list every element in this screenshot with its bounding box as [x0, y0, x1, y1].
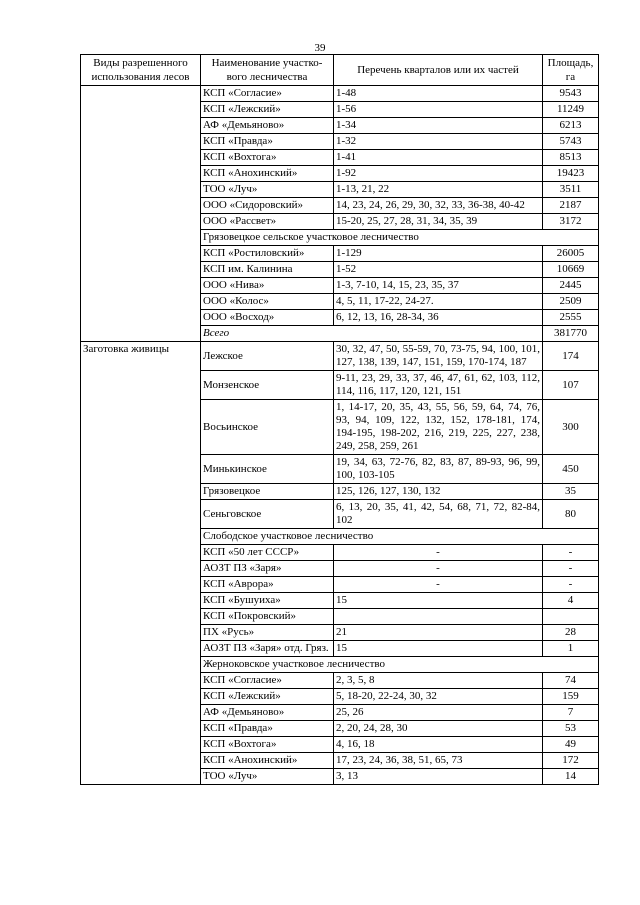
quarters-cell: 1-52 — [334, 262, 543, 278]
area-cell: 6213 — [543, 118, 599, 134]
area-cell: 300 — [543, 400, 599, 455]
quarters-cell: 14, 23, 24, 26, 29, 30, 32, 33, 36-38, 40-42 — [334, 198, 543, 214]
forestry-name-cell: ТОО «Луч» — [201, 769, 334, 785]
quarters-cell: - — [334, 577, 543, 593]
forestry-name-cell: КСП «Лежский» — [201, 689, 334, 705]
area-cell: 53 — [543, 721, 599, 737]
header-use-type: Виды разрешенного использования лесов — [81, 55, 201, 86]
quarters-cell: 1, 14-17, 20, 35, 43, 55, 56, 59, 64, 74, 76, 93, 94, 109, 122, 132, 152, 178-181, 174, 194-195, 198-202, 216, 219, 225, 227, 238, 249, 258, 259, 261 — [334, 400, 543, 455]
section-title-zhernokovskoe: Жерноковское участковое лесничество — [201, 657, 599, 673]
area-cell: 450 — [543, 455, 599, 484]
forestry-name-cell: КСП «Покровский» — [201, 609, 334, 625]
forestry-name-cell: КСП «Анохинский» — [201, 166, 334, 182]
area-cell: 2187 — [543, 198, 599, 214]
quarters-cell: 30, 32, 47, 50, 55-59, 70, 73-75, 94, 100, 101, 127, 138, 139, 147, 151, 159, 170-174, 187 — [334, 342, 543, 371]
quarters-cell: 6, 12, 13, 16, 28-34, 36 — [334, 310, 543, 326]
quarters-cell: 25, 26 — [334, 705, 543, 721]
forestry-name-cell: Монзенское — [201, 371, 334, 400]
use-type-cell: Заготовка живицы — [81, 342, 201, 785]
quarters-cell: 5, 18-20, 22-24, 30, 32 — [334, 689, 543, 705]
area-cell: - — [543, 545, 599, 561]
page-number: 39 — [314, 42, 326, 54]
forestry-name-cell: ООО «Восход» — [201, 310, 334, 326]
area-cell: - — [543, 561, 599, 577]
area-cell: - — [543, 577, 599, 593]
quarters-cell: 6, 13, 20, 35, 41, 42, 54, 68, 71, 72, 82-84, 102 — [334, 500, 543, 529]
forestry-name-cell: Восьинское — [201, 400, 334, 455]
forestry-name-cell: ООО «Колос» — [201, 294, 334, 310]
area-cell: 19423 — [543, 166, 599, 182]
section-title-slobodskoe: Слободское участковое лесничество — [201, 529, 599, 545]
quarters-cell: 125, 126, 127, 130, 132 — [334, 484, 543, 500]
area-cell: 3172 — [543, 214, 599, 230]
quarters-cell: 19, 34, 63, 72-76, 82, 83, 87, 89-93, 96, 99, 100, 103-105 — [334, 455, 543, 484]
use-type-cell-continued — [81, 86, 201, 342]
quarters-cell: 9-11, 23, 29, 33, 37, 46, 47, 61, 62, 103, 112, 114, 116, 117, 120, 121, 151 — [334, 371, 543, 400]
quarters-cell: 15 — [334, 593, 543, 609]
area-cell: 49 — [543, 737, 599, 753]
area-cell: 35 — [543, 484, 599, 500]
quarters-cell: 1-13, 21, 22 — [334, 182, 543, 198]
area-cell: 74 — [543, 673, 599, 689]
header-area: Площадь, га — [543, 55, 599, 86]
forestry-name-cell: АФ «Демьяново» — [201, 118, 334, 134]
quarters-cell: - — [334, 561, 543, 577]
area-cell: 28 — [543, 625, 599, 641]
forestry-name-cell: Сеньговское — [201, 500, 334, 529]
forestry-name-cell: КСП им. Калинина — [201, 262, 334, 278]
quarters-cell — [334, 609, 543, 625]
header-forestry-name: Наименование участко-вого лесничества — [201, 55, 334, 86]
quarters-cell: 2, 3, 5, 8 — [334, 673, 543, 689]
section-title-gryazovetskoe: Грязовецкое сельское участковое лесничество — [201, 230, 599, 246]
area-cell: 172 — [543, 753, 599, 769]
forestry-name-cell: КСП «Ростиловский» — [201, 246, 334, 262]
area-cell: 14 — [543, 769, 599, 785]
area-cell: 2445 — [543, 278, 599, 294]
quarters-cell: 1-56 — [334, 102, 543, 118]
forestry-name-cell: ООО «Сидоровский» — [201, 198, 334, 214]
quarters-cell: 1-129 — [334, 246, 543, 262]
forestry-name-cell: Грязовецкое — [201, 484, 334, 500]
forest-use-table — [80, 54, 599, 785]
forestry-name-cell: КСП «50 лет СССР» — [201, 545, 334, 561]
quarters-cell: 1-32 — [334, 134, 543, 150]
area-cell: 10669 — [543, 262, 599, 278]
forestry-name-cell: КСП «Согласие» — [201, 86, 334, 102]
forestry-name-cell: ТОО «Луч» — [201, 182, 334, 198]
quarters-cell: 4, 16, 18 — [334, 737, 543, 753]
quarters-cell: 4, 5, 11, 17-22, 24-27. — [334, 294, 543, 310]
area-cell: 7 — [543, 705, 599, 721]
total-area: 381770 — [543, 326, 599, 342]
area-cell: 2555 — [543, 310, 599, 326]
area-cell: 107 — [543, 371, 599, 400]
area-cell: 5743 — [543, 134, 599, 150]
area-cell: 8513 — [543, 150, 599, 166]
table-row — [81, 342, 599, 371]
area-cell: 4 — [543, 593, 599, 609]
quarters-cell: 21 — [334, 625, 543, 641]
header-row — [81, 55, 599, 86]
forestry-name-cell: Минькинское — [201, 455, 334, 484]
area-cell: 1 — [543, 641, 599, 657]
area-cell: 159 — [543, 689, 599, 705]
quarters-cell: 17, 23, 24, 36, 38, 51, 65, 73 — [334, 753, 543, 769]
quarters-cell: 1-41 — [334, 150, 543, 166]
area-cell: 80 — [543, 500, 599, 529]
area-cell: 26005 — [543, 246, 599, 262]
area-cell: 174 — [543, 342, 599, 371]
header-quarters: Перечень кварталов или их частей — [334, 55, 543, 86]
forestry-name-cell: АОЗТ ПЗ «Заря» — [201, 561, 334, 577]
forestry-name-cell: КСП «Анохинский» — [201, 753, 334, 769]
area-cell: 2509 — [543, 294, 599, 310]
quarters-cell: 1-3, 7-10, 14, 15, 23, 35, 37 — [334, 278, 543, 294]
forestry-name-cell: Лежское — [201, 342, 334, 371]
quarters-cell: - — [334, 545, 543, 561]
total-label: Всего — [201, 326, 543, 342]
forestry-name-cell: КСП «Правда» — [201, 134, 334, 150]
forestry-name-cell: КСП «Аврора» — [201, 577, 334, 593]
forestry-name-cell: КСП «Согласие» — [201, 673, 334, 689]
quarters-cell: 3, 13 — [334, 769, 543, 785]
forestry-name-cell: КСП «Вохтога» — [201, 737, 334, 753]
quarters-cell: 1-34 — [334, 118, 543, 134]
forestry-name-cell: КСП «Бушуиха» — [201, 593, 334, 609]
forestry-name-cell: КСП «Лежский» — [201, 102, 334, 118]
forestry-name-cell: ООО «Нива» — [201, 278, 334, 294]
area-cell: 9543 — [543, 86, 599, 102]
quarters-cell: 1-48 — [334, 86, 543, 102]
quarters-cell: 2, 20, 24, 28, 30 — [334, 721, 543, 737]
area-cell: 3511 — [543, 182, 599, 198]
forestry-name-cell: ПХ «Русь» — [201, 625, 334, 641]
table-row — [81, 86, 599, 102]
quarters-cell: 15 — [334, 641, 543, 657]
forestry-name-cell: КСП «Правда» — [201, 721, 334, 737]
area-cell: 11249 — [543, 102, 599, 118]
forestry-name-cell: АОЗТ ПЗ «Заря» отд. Гряз. — [201, 641, 334, 657]
area-cell — [543, 609, 599, 625]
forestry-name-cell: ООО «Рассвет» — [201, 214, 334, 230]
quarters-cell: 15-20, 25, 27, 28, 31, 34, 35, 39 — [334, 214, 543, 230]
forestry-name-cell: АФ «Демьяново» — [201, 705, 334, 721]
forestry-name-cell: КСП «Вохтога» — [201, 150, 334, 166]
quarters-cell: 1-92 — [334, 166, 543, 182]
